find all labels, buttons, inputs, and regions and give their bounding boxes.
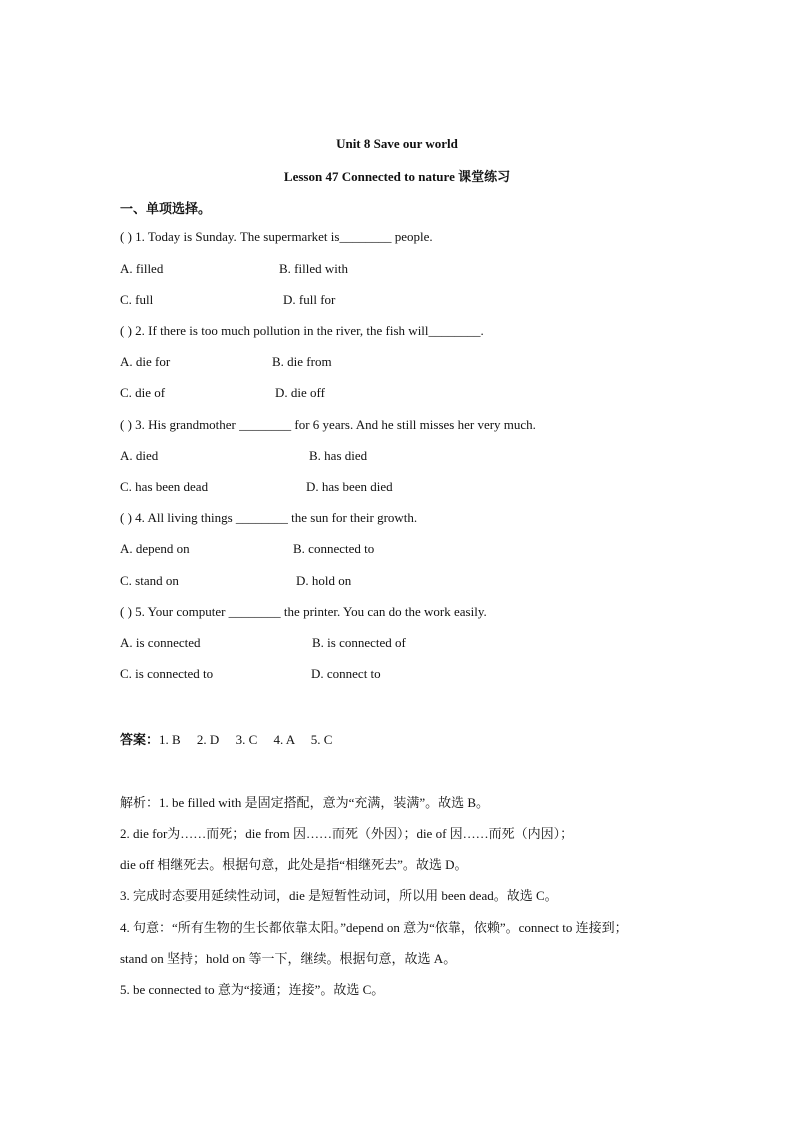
option-d: D. connect to: [311, 666, 381, 681]
option-a: A. is connected: [120, 635, 201, 650]
option-d: D. full for: [283, 292, 336, 307]
question-stem: ( ) 1. Today is Sunday. The supermarket is________ people.: [120, 229, 433, 244]
option-a: A. filled: [120, 261, 164, 276]
option-b: B. is connected of: [312, 635, 406, 650]
option-c: C. stand on: [120, 573, 179, 588]
option-d: D. die off: [275, 385, 325, 400]
answer-text: 1. B 2. D 3. C 4. A 5. C: [159, 732, 333, 747]
option-c: C. full: [120, 292, 154, 307]
option-c: C. has been dead: [120, 479, 209, 494]
document-title: Unit 8 Save our world: [336, 136, 458, 151]
option-a: A. die for: [120, 354, 171, 369]
explanation-line: 5. be connected to 意为“接通；连接”。故选 C。: [120, 982, 385, 997]
explanation-line: 3. 完成时态要用延续性动词，die 是短暂性动词，所以用 been dead。故选 C。: [120, 888, 558, 903]
question-stem: ( ) 3. His grandmother ________ for 6 years. And he still misses her very much.: [120, 417, 536, 432]
question-stem: ( ) 2. If there is too much pollution in the river, the fish will________.: [120, 323, 484, 338]
section-heading: 一、单项选择。: [120, 201, 212, 216]
explanation-line: stand on 坚持；hold on 等一下，继续。根据句意，故选 A。: [120, 951, 457, 966]
explanation-line: die off 相继死去。根据句意，此处是指“相继死去”。故选 D。: [120, 857, 468, 872]
answer-key: [120, 729, 332, 748]
option-d: D. hold on: [296, 573, 352, 588]
explanation-line: 2. die for为……而死；die from 因……而死（外因）；die of 因……而死（内因）；: [120, 826, 574, 841]
explanation-line: 4. 句意：“所有生物的生长都依靠太阳。”depend on 意为“依靠，依赖”。connect to 连接到；: [120, 920, 628, 935]
question-stem: ( ) 5. Your computer ________ the printer. You can do the work easily.: [120, 604, 487, 619]
option-d: D. has been died: [306, 479, 393, 494]
option-c: C. is connected to: [120, 666, 214, 681]
option-b: B. connected to: [293, 541, 375, 556]
option-b: B. filled with: [279, 261, 348, 276]
option-b: B. has died: [309, 448, 368, 463]
option-b: B. die from: [272, 354, 332, 369]
option-c: C. die of: [120, 385, 166, 400]
explanation-line: 解析：1. be filled with 是固定搭配，意为“充满，装满”。故选 B。: [120, 795, 490, 810]
question-stem: ( ) 4. All living things ________ the sun for their growth.: [120, 510, 418, 525]
option-a: A. depend on: [120, 541, 190, 556]
document-subtitle: Lesson 47 Connected to nature 课堂练习: [283, 169, 511, 184]
option-a: A. died: [120, 448, 159, 463]
answer-label: 答案：: [120, 732, 160, 747]
